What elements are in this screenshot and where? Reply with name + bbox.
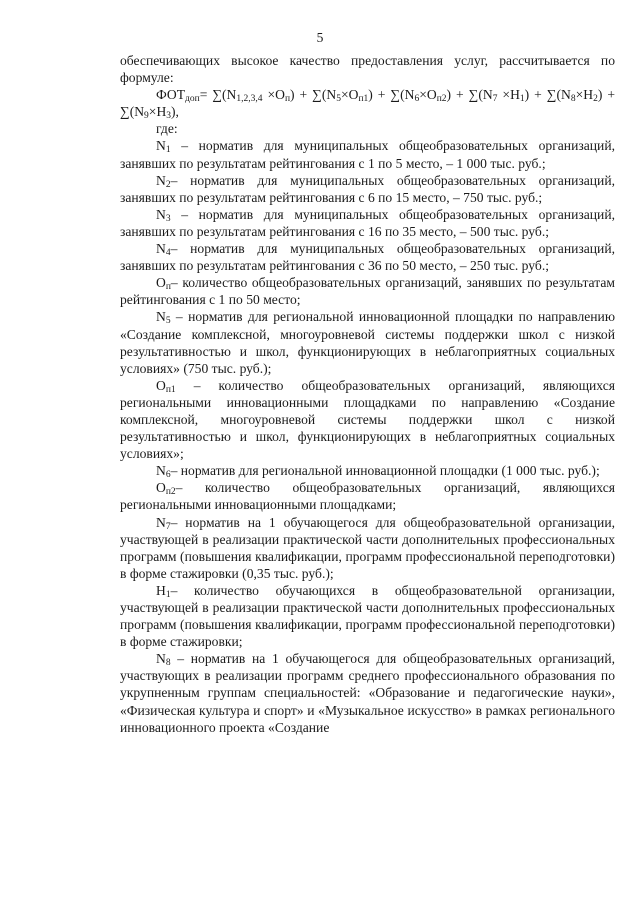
where-label: где:	[156, 121, 178, 137]
definition-n6: $N_6-$ норматив для региональной инновационной площадки (1 000 тыс. руб.);	[156, 463, 600, 481]
definition-n5: $N_5$ – норматив для региональной инновационной площадки по направлению «Создание комплексной, многоуровневой системы поддержки школ с низкой результативностью и школ, функционирующих в неблагоприятных социальных условиях» (750 тыс. руб.);	[120, 309, 615, 376]
definition-n3: $N_3$ – норматив для муниципальных общеобразовательных организаций, занявших по результатам рейтингования с 16 по 35 место, – 500 тыс. руб.;	[120, 206, 615, 239]
intro-paragraph: обеспечивающих высокое качество предоставления услуг, рассчитывается по формуле:	[120, 53, 615, 86]
definition-on1: $O_{п1}$ – количество общеобразовательных организаций, являющихся региональными инновационными площадками по направлению «Создание комплексной, многоуровневой системы поддержки школ с низкой результативностью и школ, функционирующих в неблагоприятных социальных условиях»;	[120, 377, 615, 462]
definition-n2: $N_2-$ норматив для муниципальных общеобразовательных организаций, занявших по результатам рейтингования с 6 по 15 место, – 750 тыс. руб.;	[120, 172, 615, 205]
definition-on: $O_п-$ количество общеобразовательных организаций, занявших по результатам рейтингования с 1 по 50 место;	[120, 275, 615, 308]
definition-n7: $N_7-$ норматив на 1 обучающегося для общеобразовательной организации, участвующей в реализации практической части дополнительных профессиональных программ (повышения квалификации, программ профессиональной переподготовки) в форме стажировки (0,35 тыс. руб.);	[120, 514, 615, 581]
definition-h1: $H_1-$ количество обучающихся в общеобразовательной организации, участвующей в реализации практической части дополнительных профессиональных программ (повышения квалификации, программ профессиональной переподготовки) в форме стажировки;	[120, 582, 615, 650]
page-number: 5	[316, 30, 324, 45]
definition-on2: $O_{п2}-$ количество общеобразовательных организаций, являющихся региональными инновационными площадками;	[120, 480, 615, 513]
formula: $ФОТ_{доп}= \sum(N_{1,2,3,4} \times O_п) + \sum(N_5\times O_{п1}) + \sum(N_6\times O_{п2}) + \sum(N_7 \times H_1) + \sum(N_8\times H_2) + \sum(N_9\times H_3)$,	[120, 87, 615, 122]
document-body	[120, 52, 615, 736]
definition-n4: $N_4-$ норматив для муниципальных общеобразовательных организаций, занявших по результатам рейтингования с 36 по 50 место, – 250 тыс. руб.;	[120, 241, 615, 274]
definition-n1: $N_1$ – норматив для муниципальных общеобразовательных организаций, занявших по результатам рейтингования с 1 по 5 место, – 1 000 тыс. руб.;	[120, 138, 615, 171]
definition-n8: $N_8$ – норматив на 1 обучающегося для общеобразовательных организаций, участвующих в реализации программ среднего профессионального образования по укрупненным группам специальностей: «Образование и педагогические науки», «Физическая культура и спорт» и «Музыкальное искусство» в рамках регионального инновационного проекта «Создание	[120, 651, 615, 735]
